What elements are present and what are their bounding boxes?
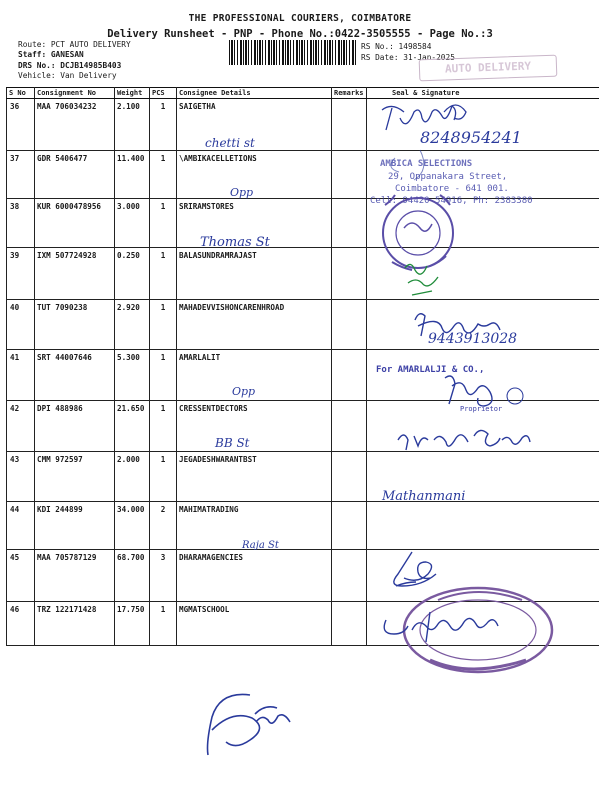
row-consignee: SRIRAMSTORES [177, 199, 332, 248]
row-sno: 36 [7, 99, 35, 151]
handwritten-note: Opp [230, 186, 254, 199]
row-sno: 39 [7, 248, 35, 300]
col-header-consignee: Consignee Details [177, 88, 332, 99]
drs-label: DRS No.: DCJB14985B403 [18, 61, 122, 70]
row-sno: 42 [7, 401, 35, 452]
row-consignment: MAA 706034232 [35, 99, 115, 151]
row-consignment: TUT 7090238 [35, 300, 115, 350]
handwritten-phone: 9443913028 [428, 331, 518, 347]
oval-stamp [404, 588, 552, 672]
signature-mark [384, 612, 498, 642]
handwritten-note: Opp [232, 385, 256, 398]
row-pcs: 1 [150, 151, 177, 199]
signature-mark [398, 430, 530, 450]
signature-mark [382, 105, 466, 130]
ambica-stamp [370, 159, 533, 206]
vehicle-label: Vehicle: Van Delivery [18, 71, 117, 80]
row-weight: 11.400 [115, 151, 150, 199]
row-sno: 46 [7, 602, 35, 646]
handwritten-name: Mathanmani [382, 489, 466, 504]
row-weight: 34.000 [115, 502, 150, 550]
row-consignee: MAHADEVVISHONCARENHROAD [177, 300, 332, 350]
row-consignee: MAHIMATRADING [177, 502, 332, 550]
row-weight: 17.750 [115, 602, 150, 646]
row-consignee: JEGADESHWARANTBST [177, 452, 332, 502]
stamp-role: Proprietor [460, 405, 503, 413]
row-sno: 37 [7, 151, 35, 199]
staff-signature [208, 694, 291, 755]
row-pcs: 1 [150, 199, 177, 248]
col-header-sno: S No [7, 88, 35, 99]
row-pcs: 1 [150, 602, 177, 646]
row-sno: 41 [7, 350, 35, 401]
signature-mark [445, 376, 492, 406]
row-consignment: KUR 6000478956 [35, 199, 115, 248]
row-weight: 68.700 [115, 550, 150, 602]
row-consignment: TRZ 122171428 [35, 602, 115, 646]
staff-label: Staff: GANESAN [18, 50, 84, 59]
row-consignment: GDR 5406477 [35, 151, 115, 199]
row-pcs: 3 [150, 550, 177, 602]
stamp-phone: Cell: 94420 54916, Ph: 2383380 [370, 196, 533, 206]
row-consignment: SRT 44007646 [35, 350, 115, 401]
row-sno: 38 [7, 199, 35, 248]
stamp-address: 29, Oppanakara Street, [388, 172, 508, 182]
rs-date: RS Date: 31-Jan-2025 [361, 53, 455, 62]
row-consignee: MGMATSCHOOL [177, 602, 332, 646]
rs-number: RS No.: 1498584 [361, 42, 432, 51]
row-consignment: KDI 244899 [35, 502, 115, 550]
stamp-name: AMBICA SELECTIONS [380, 159, 473, 169]
row-consignment: MAA 705787129 [35, 550, 115, 602]
row-weight: 21.650 [115, 401, 150, 452]
col-header-remarks: Remarks [332, 88, 367, 99]
col-header-weight: Weight [115, 88, 150, 99]
row-pcs: 1 [150, 248, 177, 300]
handwritten-note: chetti st [205, 136, 255, 150]
row-pcs: 2 [150, 502, 177, 550]
row-weight: 5.300 [115, 350, 150, 401]
col-header-pcs: PCS [150, 88, 177, 99]
col-header-signature: Seal & Signature [367, 88, 599, 99]
row-pcs: 1 [150, 452, 177, 502]
handwritten-note: BB St [215, 436, 250, 450]
col-header-consignment: Consignment No [35, 88, 115, 99]
row-consignee: \AMBIKACELLETIONS [177, 151, 332, 199]
stamp-city: Coimbatore - 641 001. [395, 184, 509, 194]
auto-delivery-stamp: AUTO DELIVERY [419, 55, 558, 82]
row-sno: 45 [7, 550, 35, 602]
row-weight: 2.920 [115, 300, 150, 350]
row-sno: 43 [7, 452, 35, 502]
document-title: THE PROFESSIONAL COURIERS, COIMBATORE [188, 13, 412, 24]
row-weight: 2.100 [115, 99, 150, 151]
row-consignee: BALASUNDRAMRAJAST [177, 248, 332, 300]
route-label: Route: PCT AUTO DELIVERY [18, 40, 131, 49]
row-sno: 40 [7, 300, 35, 350]
row-consignee: AMARLALIT [177, 350, 332, 401]
row-consignee: DHARAMAGENCIES [177, 550, 332, 602]
signature-mark [394, 552, 436, 586]
handwritten-note: Raja St [242, 540, 279, 551]
row-consignee: CRESSENTDECTORS [177, 401, 332, 452]
row-pcs: 1 [150, 300, 177, 350]
row-pcs: 1 [150, 350, 177, 401]
row-consignment: DPI 488986 [35, 401, 115, 452]
handwritten-phone: 8248954241 [420, 128, 522, 147]
stamp-name: For AMARLALJI & CO., [376, 365, 485, 375]
row-weight: 2.000 [115, 452, 150, 502]
handwritten-note: Thomas St [200, 235, 270, 250]
row-weight: 0.250 [115, 248, 150, 300]
row-pcs: 1 [150, 99, 177, 151]
document-subtitle: Delivery Runsheet - PNP - Phone No.:0422-3505555 - Page No.:3 [107, 28, 493, 40]
row-consignment: IXM 507724928 [35, 248, 115, 300]
row-weight: 3.000 [115, 199, 150, 248]
round-seal [383, 195, 453, 270]
row-pcs: 1 [150, 401, 177, 452]
row-consignment: CMM 972597 [35, 452, 115, 502]
row-sno: 44 [7, 502, 35, 550]
row-consignee: SAIGETHA [177, 99, 332, 151]
